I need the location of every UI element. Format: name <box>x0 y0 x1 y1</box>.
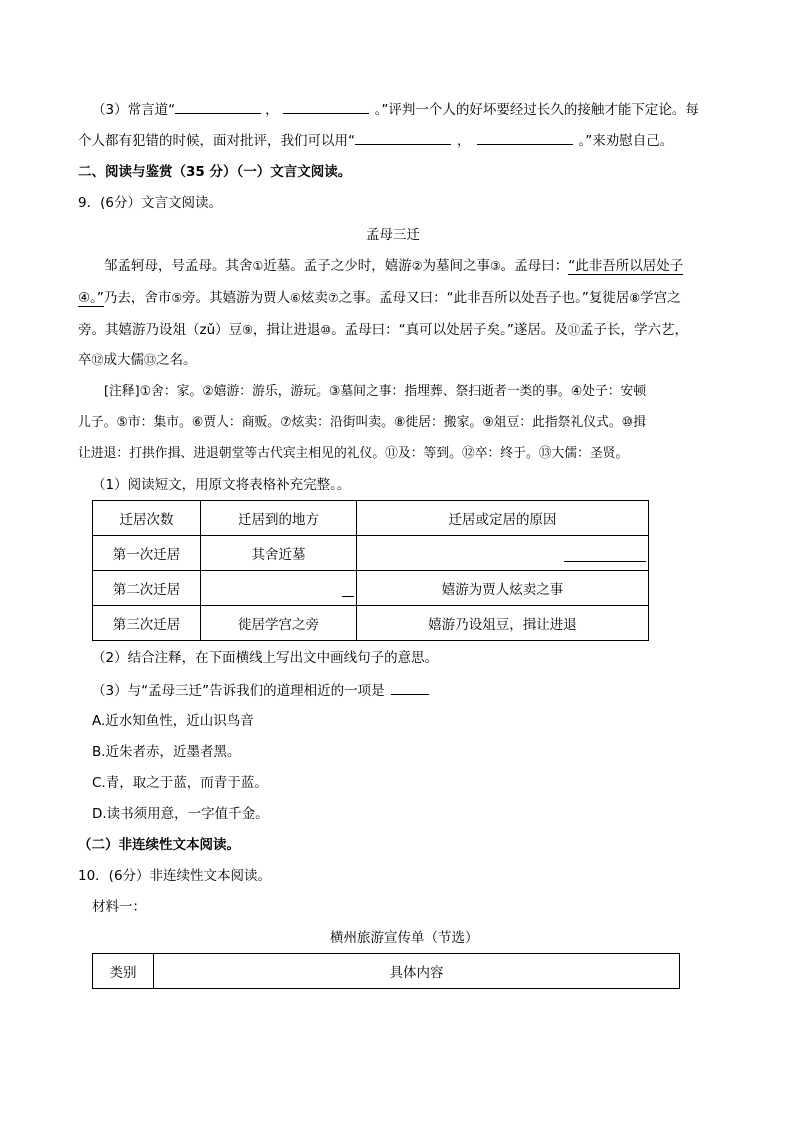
table-header: 迁居或定居的原因 <box>357 501 649 536</box>
table-cell: 第三次迁居 <box>93 606 201 641</box>
passage-title: 孟母三迁 <box>366 227 420 243</box>
answer-blank[interactable] <box>355 130 451 145</box>
sub-question-1: （1）阅读短文，用原文将表格补充完整。。 <box>92 477 351 493</box>
underlined-sentence: ④。” <box>78 290 104 306</box>
q8-3-line2: 个人都有犯错的时候，面对批评，我们可以用“ ， 。”来劝慰自己。 <box>78 130 673 151</box>
sub-question-2: （2）结合注释，在下面横线上写出文中画线句子的意思。 <box>92 650 439 666</box>
table-cell: 第一次迁居 <box>93 536 201 571</box>
option-d[interactable]: D.读书须用意，一字值千金。 <box>92 806 269 822</box>
tourism-table <box>92 953 680 989</box>
table-header: 迁居到的地方 <box>201 501 357 536</box>
passage-line: 邹孟轲母，号孟母。其舍①近墓。孟子之少时，嬉游②为墓间之事③。孟母曰：“此非吾所以居处子 <box>104 258 684 274</box>
answer-blank[interactable] <box>283 99 369 114</box>
notes-line: [注释]①舍：家。②嬉游：游乐，游玩。③墓间之事：指埋葬、祭扫逝者一类的事。④处子：安顿 <box>104 384 647 399</box>
notes-line: 让进退：打拱作揖、进退朝堂等古代宾主相见的礼仪。⑪及：等到。⑫卒：终于。⑬大儒：圣贤。 <box>78 446 629 461</box>
q8-3-line1: （3）常言道“ ， 。”评判一个人的好坏要经过长久的接触才能下定论。每 <box>92 99 699 120</box>
table-cell[interactable] <box>201 571 357 606</box>
table-cell: 嬉游为贾人炫卖之事 <box>357 571 649 606</box>
table-cell: 其舍近墓 <box>201 536 357 571</box>
table-cell: 第二次迁居 <box>93 571 201 606</box>
table-cell: 徙居学宫之旁 <box>201 606 357 641</box>
table-cell: 嬉游乃设俎豆，揖让进退 <box>357 606 649 641</box>
passage-line: ④。”乃去，舍市⑤旁。其嬉游为贾人⑥炫卖⑦之事。孟母又曰：“此非吾所以处吾子也。”复徙居⑧学宫之 <box>78 290 681 306</box>
option-a[interactable]: A.近水知鱼性，近山识鸟音 <box>92 713 254 729</box>
answer-blank[interactable] <box>175 99 261 114</box>
table-cell[interactable] <box>357 536 649 571</box>
option-b[interactable]: B.近朱者赤，近墨者黑。 <box>92 744 241 760</box>
material-label: 材料一： <box>92 899 146 915</box>
answer-blank[interactable] <box>564 547 646 562</box>
answer-blank[interactable] <box>477 130 573 145</box>
passage-line: 旁。其嬉游乃设俎（zǔ）豆⑨，揖让进退⑩。孟母曰：“真可以处居子矣。”遂居。及⑪孟子长，学六艺， <box>78 322 688 338</box>
material-title: 横州旅游宣传单（节选） <box>330 930 479 946</box>
q10-heading: 10．(6分）非连续性文本阅读。 <box>78 868 272 884</box>
q9-heading: 9．(6分）文言文阅读。 <box>78 195 222 211</box>
answer-blank[interactable] <box>391 680 429 695</box>
underlined-sentence: “此非吾所以居处子 <box>568 258 684 274</box>
table-header: 具体内容 <box>154 954 680 989</box>
sub-question-3: （3）与“孟母三迁”告诉我们的道理相近的一项是 <box>92 680 429 701</box>
notes-line: 儿子。⑤市：集市。⑥贾人：商贩。⑦炫卖：沿街叫卖。⑧徙居：搬家。⑨俎豆：此指祭礼仪式。⑩揖 <box>78 415 646 430</box>
answer-blank[interactable] <box>342 582 354 597</box>
table-header: 类别 <box>93 954 154 989</box>
option-c[interactable]: C.青，取之于蓝，而青于蓝。 <box>92 775 268 791</box>
section-heading: 二、阅读与鉴赏（35 分）（一）文言文阅读。 <box>78 164 352 180</box>
migration-table <box>92 500 649 641</box>
section-heading: （二）非连续性文本阅读。 <box>78 837 240 853</box>
passage-line: 卒⑫成大儒⑬之名。 <box>78 352 197 368</box>
table-header: 迁居次数 <box>93 501 201 536</box>
